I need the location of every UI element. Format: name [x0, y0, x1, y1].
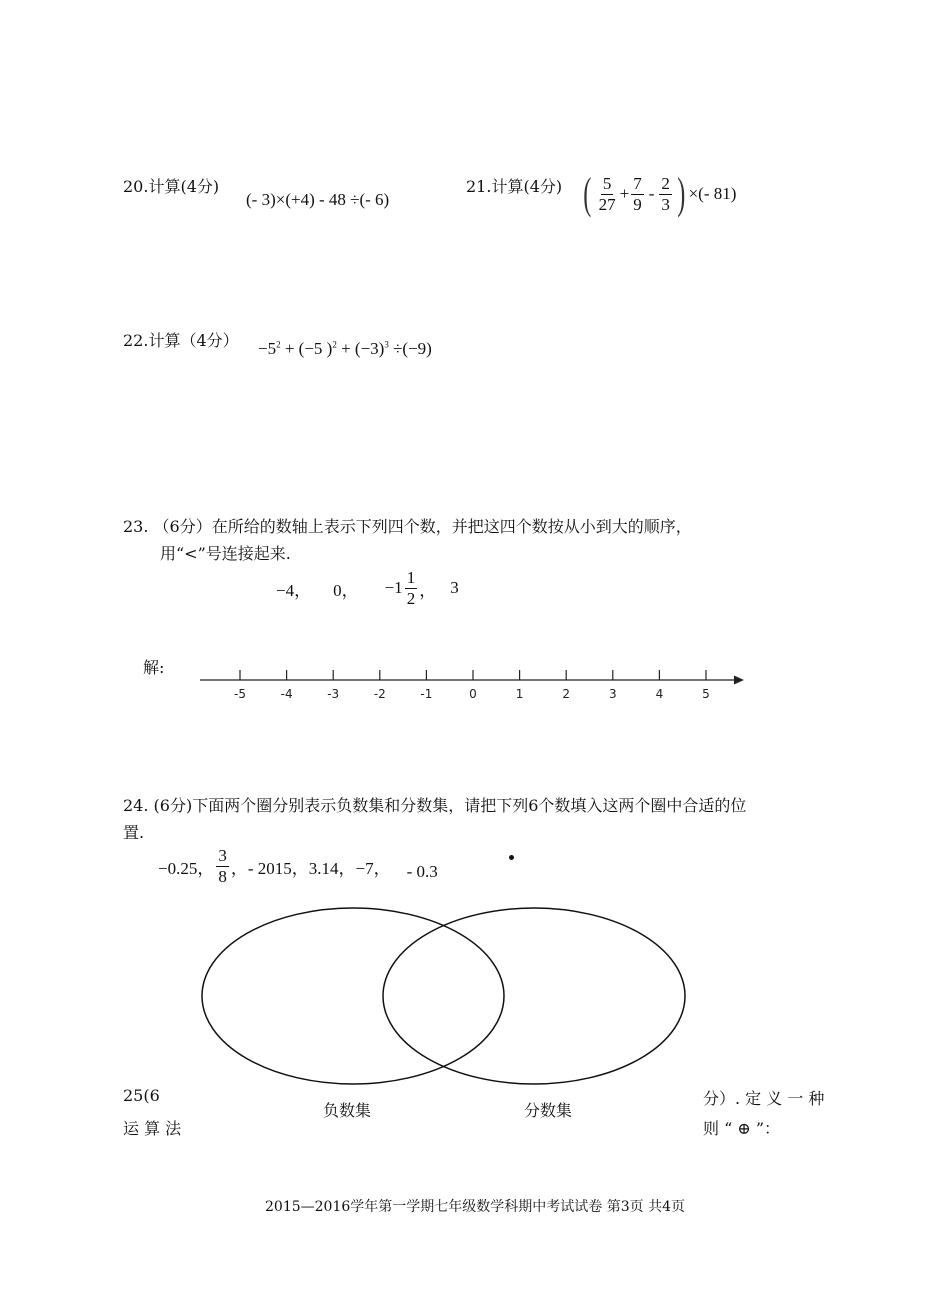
tick-label: -4 — [280, 687, 293, 701]
q21-expression — [580, 169, 737, 218]
negative-set-label: 负数集 — [323, 1101, 372, 1120]
number-line — [0, 660, 950, 710]
q24-line1: 24. (6分)下面两个圈分别表示负数集和分数集，请把下列6个数填入这两个圈中合适的位 — [123, 796, 747, 815]
minus-sign: - — [648, 184, 655, 203]
fraction-1-2: $\frac{1}{2}$ — [406, 568, 416, 608]
term-div-neg9: ÷(−9) — [393, 339, 432, 358]
plus-sign: + — [619, 184, 630, 203]
q25-left-line2: 运 算 法 — [123, 1119, 182, 1138]
left-paren: ( — [583, 169, 592, 218]
fraction-5-27: $\frac{5}{27}$ — [598, 173, 616, 214]
times-neg81: ×(- 81) — [688, 184, 737, 203]
term-neg3-paren: + (−3) — [341, 339, 385, 358]
exponent: 2 — [332, 339, 337, 350]
tick-label: 3 — [608, 687, 617, 701]
fraction-7-9: $\frac{7}{9}$ — [633, 173, 642, 214]
right-paren: ) — [677, 169, 686, 218]
number-neg4: −4， — [276, 580, 312, 600]
comma: ， — [419, 580, 437, 600]
q23-numbers — [276, 568, 459, 608]
tick-label: 1 — [515, 687, 524, 701]
term-neg5-paren: + (−5 ) — [284, 339, 333, 358]
number-0: 0， — [333, 580, 359, 600]
q23-line1: 23. （6分）在所给的数轴上表示下列四个数，并把这四个数按从小到大的顺序， — [123, 517, 692, 536]
fraction-3-8: $\frac{3}{8}$ — [218, 846, 227, 886]
exponent: 2 — [276, 339, 281, 350]
q24-line2: 置. — [123, 823, 145, 842]
tick-label: 4 — [655, 687, 664, 701]
q22-expression — [258, 339, 432, 359]
q20-label: 20.计算(4分) — [123, 177, 220, 196]
q25-right-line2: 则 “ ⊕ ”： — [703, 1119, 781, 1138]
q22-label: 22.计算（4分） — [123, 331, 239, 350]
fraction-set-circle — [383, 908, 685, 1084]
number-line-arrow-icon — [734, 676, 744, 685]
fraction-set-label: 分数集 — [524, 1101, 573, 1120]
tick-label: -3 — [327, 687, 340, 701]
tick-label: 5 — [702, 687, 710, 701]
number-neg025: −0.25， — [158, 858, 215, 878]
term-neg5: −5 — [258, 339, 277, 358]
repeating-dot — [509, 855, 514, 860]
negative-set-circle — [202, 908, 504, 1084]
tick-label: 2 — [562, 687, 571, 701]
number-neg1-whole: −1 — [384, 578, 403, 598]
venn-diagram — [0, 900, 950, 1100]
tick-label: 0 — [469, 687, 477, 701]
q23-line2: 用“<”号连接起来. — [160, 544, 291, 563]
repeating-decimal: - 0.3 — [406, 862, 438, 882]
tick-label: -1 — [420, 687, 433, 701]
tick-label: -5 — [234, 687, 246, 701]
q24-numbers — [158, 846, 438, 886]
number-3: 3 — [450, 578, 459, 598]
numbers-list: ，- 2015，3.14，−7， — [230, 858, 391, 878]
q25-right-line1: 分）. 定 义 一 种 — [703, 1089, 825, 1108]
page-footer: 2015—2016学年第一学期七年级数学科期中考试试卷 第3页 共4页 — [265, 1199, 685, 1215]
fraction-2-3: $\frac{2}{3}$ — [661, 173, 670, 214]
answer-label: 解: — [143, 658, 165, 677]
exponent: 3 — [384, 339, 389, 350]
q20-expression: (- 3)×(+4) - 48 ÷(- 6) — [246, 190, 390, 209]
q21-label: 21.计算(4分) — [466, 177, 563, 196]
q25-left-line1: 25(6 — [123, 1086, 160, 1105]
tick-label: -2 — [373, 687, 386, 701]
